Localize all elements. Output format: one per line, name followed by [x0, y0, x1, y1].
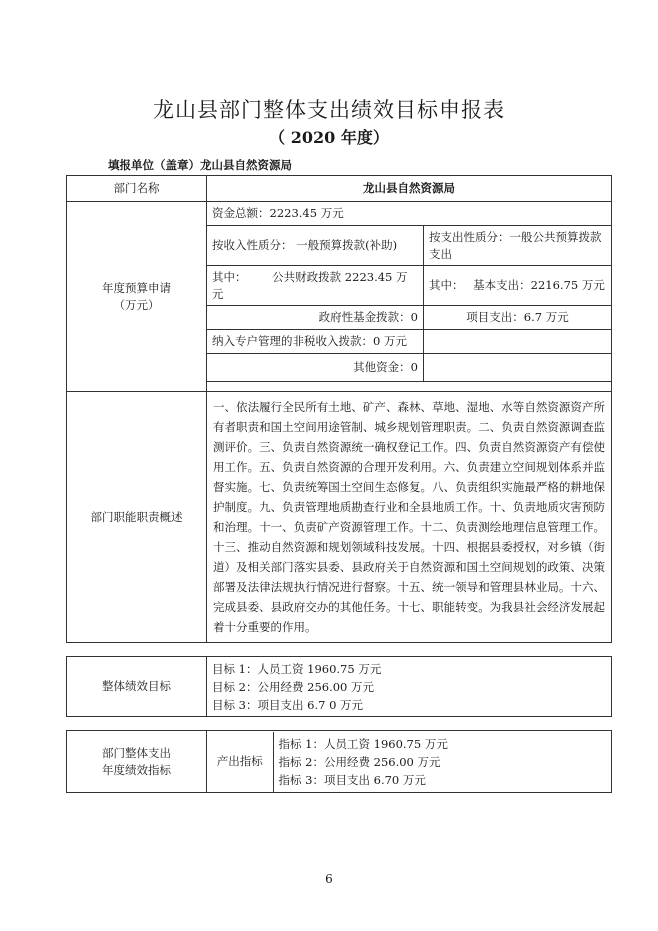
indicators-subtable [207, 732, 611, 792]
indicator-item: 指标 3：项目支出 6.70 万元 [278, 772, 426, 787]
income-nature: 按收入性质分： 一般预算拨款(补助) [207, 226, 424, 266]
indicator-item: 指标 2：公用经费 256.00 万元 [278, 754, 441, 769]
of-which-label: 其中： [212, 269, 247, 284]
indicators-label: 部门整体支出 年度绩效指标 [67, 731, 207, 793]
row-gap [67, 717, 612, 731]
empty-cell [424, 330, 612, 354]
dept-name-value: 龙山县自然资源局 [207, 176, 612, 202]
project-expense: 项目支出：6.7 万元 [424, 306, 612, 330]
page-number: 6 [325, 872, 333, 886]
goal-item: 目标 3：项目支出 6.7 0 万元 [212, 697, 364, 712]
indicator-list [273, 732, 611, 792]
basic-expense-amount: 基本支出：2216.75 万元 [473, 278, 605, 292]
duties-label: 部门职能职责概述 [67, 392, 207, 643]
public-fiscal-amount: 公共财政拨款 2223.45 万元 [212, 269, 408, 301]
dept-name-label: 部门名称 [67, 176, 207, 202]
performance-target-table [66, 175, 612, 793]
basic-expense-cell [424, 266, 612, 306]
other-funds: 其他资金：0 [207, 354, 424, 382]
report-year: （ 2020 年度） [269, 128, 389, 147]
goal-item: 目标 2：公用经费 256.00 万元 [212, 679, 375, 694]
budget-total: 资金总额：2223.45 万元 [207, 202, 612, 226]
expense-nature: 按支出性质分：一般公共预算拨款支出 [424, 226, 612, 266]
spacer-cell [207, 382, 612, 392]
public-fiscal-cell [207, 266, 424, 306]
goals-label: 整体绩效目标 [67, 657, 207, 717]
indicators-cell [207, 731, 612, 793]
reporting-unit: 填报单位（盖章）龙山县自然资源局 [108, 158, 292, 172]
duties-text: 一、依法履行全民所有土地、矿产、森林、草地、湿地、水等自然资源资产所有者职责和国土空间用途管制、城乡规划管理职责。二、负责自然资源调查监测评价。三、负责自然资源统一确权登记工作。四、负责自然资源资产有偿使用工作。五、负责自然资源的合理开发利用。六、负责建立空间规划体系并监督实施。七、负责统筹国土空间生态修复。八、负责组织实施最严格的耕地保护制度。九、负责管理地质勘查行业和全县地质工作。十、负责地质灾害预防和治理。十一、负责矿产资源管理工作。十二、负责测绘地理信息管理工作。十三、推动自然资源和规划领域科技发展。十四、根据县委授权，对乡镇（街道）及相关部门落实县委、县政府关于自然资源和国土空间规划的政策、决策部署及法律法规执行情况进行督察。十五、统一领导和管理县林业局。十六、完成县委、县政府交办的其他任务。十七、职能转变。为我县社会经济发展起着十分重要的作用。 [207, 392, 612, 643]
row-gap [67, 643, 612, 657]
of-which-label: 其中： [429, 278, 464, 292]
budget-label: 年度预算申请 （万元） [67, 202, 207, 392]
empty-cell [424, 354, 612, 382]
page-title: 龙山县部门整体支出绩效目标申报表 [153, 98, 505, 122]
non-tax-income: 纳入专户管理的非税收入拨款：0 万元 [207, 330, 424, 354]
goals-list [207, 657, 612, 717]
gov-fund: 政府性基金拨款：0 [207, 306, 424, 330]
goal-item: 目标 1：人员工资 1960.75 万元 [212, 661, 382, 676]
indicator-item: 指标 1：人员工资 1960.75 万元 [278, 736, 448, 751]
output-indicator-label: 产出指标 [207, 732, 273, 792]
